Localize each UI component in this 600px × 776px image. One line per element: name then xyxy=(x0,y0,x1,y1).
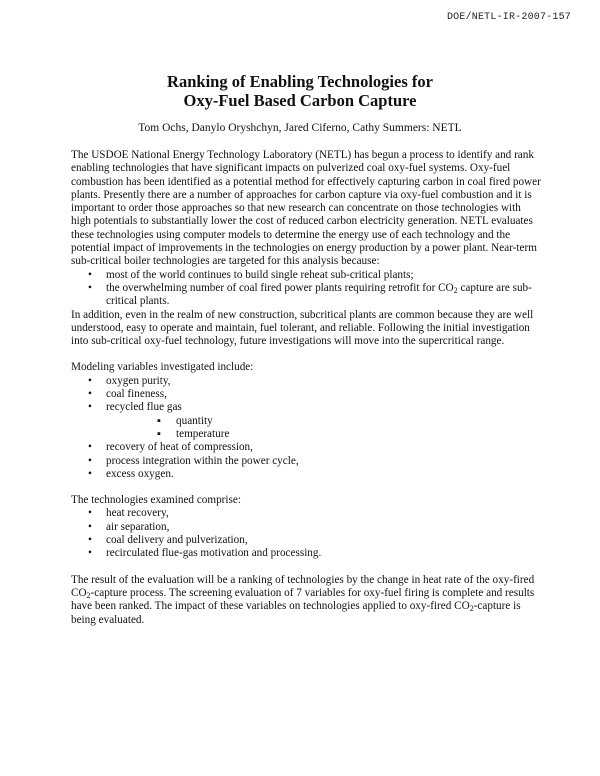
list-item: ▪ temperature xyxy=(71,428,541,441)
reasons-list xyxy=(71,269,541,309)
list-item: • coal delivery and pulverization, xyxy=(71,534,541,547)
title-line-2: Oxy-Fuel Based Carbon Capture xyxy=(183,91,417,110)
list-item: • most of the world continues to build single reheat sub-critical plants; xyxy=(71,269,541,282)
list-item: • heat recovery, xyxy=(71,507,541,520)
intro-paragraph: The USDOE National Energy Technology Laboratory (NETL) has begun a process to identify and rank enabling technologies that have significant impacts on pulverized coal oxy-fuel systems. Oxy-fuel combustion has been identified as a potential method for effectively capturing carbon in coal fired power plants. Presently there are a number of approaches for carbon capture via oxy-fuel combustion and it is important to order those approaches so that new research can concentrate on those technologies with high potentials to substantially lower the cost of reduced carbon electricity generation. NETL evaluates these technologies using computer models to determine the energy use of each technology and the potential impact of improvements in the technologies on energy production by a power plant. Near-term sub-critical boiler technologies are targeted for this analysis because: xyxy=(71,149,541,268)
list-item: • recirculated flue-gas motivation and processing. xyxy=(71,547,541,560)
technologies-heading: The technologies examined comprise: xyxy=(71,494,241,507)
list-item: • oxygen purity, xyxy=(71,375,541,388)
document-body xyxy=(71,149,541,627)
authors: Tom Ochs, Danylo Oryshchyn, Jared Ciferno, Cathy Summers: NETL xyxy=(138,122,462,134)
result-paragraph: The result of the evaluation will be a ranking of technologies by the change in heat rate of the oxy-fired $CO_2$-capture process. The screening evaluation of 7 variables for oxy-fuel firing is complete and results have been ranked. The impact of these variables on technologies applied to oxy-fired $CO_2$-capture is being evaluated. xyxy=(71,573,535,626)
title-line-1: Ranking of Enabling Technologies for xyxy=(167,72,433,91)
list-item: • the overwhelming number of coal fired power plants requiring retrofit for $CO_2$ capture are sub-critical plants. xyxy=(71,282,541,309)
variables-list-continued xyxy=(71,441,541,481)
list-item: • coal fineness, xyxy=(71,388,541,401)
list-item: • recycled flue gas xyxy=(71,401,541,414)
variables-heading: Modeling variables investigated include: xyxy=(71,361,254,374)
recycled-gas-sublist xyxy=(71,415,541,442)
variables-list xyxy=(71,375,541,415)
list-item: ▪ quantity xyxy=(71,415,541,428)
list-item: • process integration within the power cycle, xyxy=(71,455,541,468)
list-item: • recovery of heat of compression, xyxy=(71,441,541,454)
list-item: • air separation, xyxy=(71,521,541,534)
page-title xyxy=(0,72,600,110)
technologies-list xyxy=(71,507,541,560)
closing-paragraph: In addition, even in the realm of new construction, subcritical plants are common because they are well understood, easy to operate and maintain, fuel tolerant, and reliable. Following the initial investigation into sub-critical oxy-fuel technology, future investigations will move into the supercritical range. xyxy=(71,308,534,348)
list-item: • excess oxygen. xyxy=(71,468,541,481)
document-id: DOE/NETL-IR-2007-157 xyxy=(446,12,571,23)
